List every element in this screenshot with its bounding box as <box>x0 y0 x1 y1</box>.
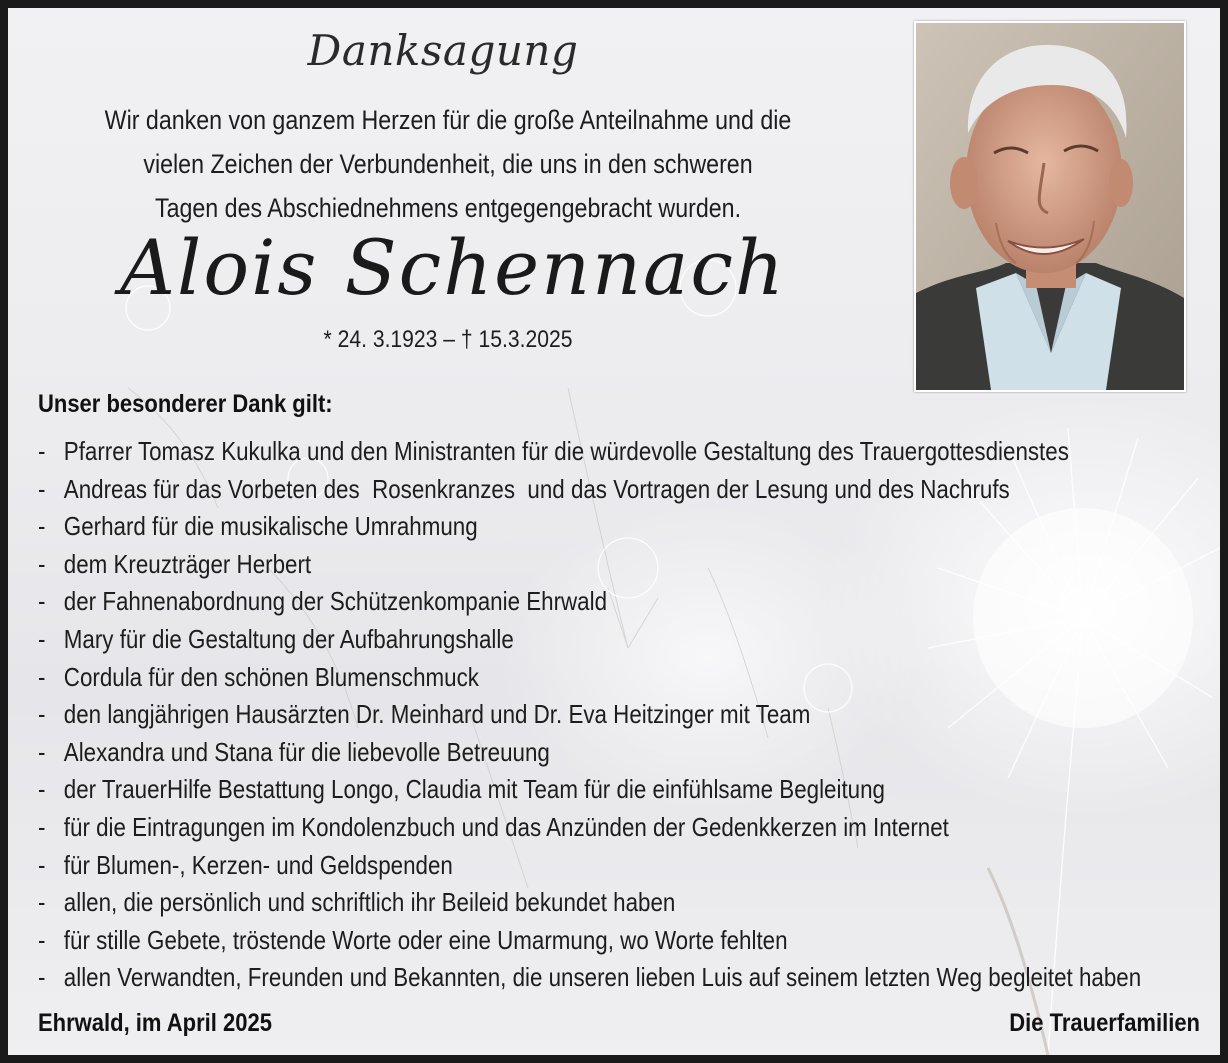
list-item-text: für die Eintragungen im Kondolenzbuch und das Anzünden der Gedenkkerzen im Internet <box>63 811 949 842</box>
bullet-dash: - <box>38 849 46 880</box>
bullet-dash: - <box>38 511 46 542</box>
signature: Die Trauerfamilien <box>1009 1009 1200 1037</box>
bullet-dash: - <box>38 586 46 617</box>
bullet-dash: - <box>38 623 46 654</box>
place-and-date: Ehrwald, im April 2025 <box>38 1009 272 1037</box>
list-item-text: Mary für die Gestaltung der Aufbahrungshalle <box>63 623 514 654</box>
list-item-text: der Fahnenabordnung der Schützenkompanie Ehrwald <box>63 586 608 617</box>
list-item-text: allen, die persönlich und schriftlich ihr Beileid bekundet haben <box>63 887 676 918</box>
life-dates: * 24. 3.1923 – † 15.3.2025 <box>323 326 573 353</box>
bullet-dash: - <box>38 699 46 730</box>
intro-line: vielen Zeichen der Verbundenheit, die uns in den schweren <box>143 149 753 179</box>
list-item <box>38 696 1173 734</box>
list-item-text: Alexandra und Stana für die liebevolle Betreuung <box>63 736 550 767</box>
thanks-list <box>38 433 1173 997</box>
bullet-dash: - <box>38 736 46 767</box>
portrait-illustration <box>916 23 1184 390</box>
bullet-dash: - <box>38 887 46 918</box>
list-item <box>38 508 1173 546</box>
intro-text <box>95 98 800 230</box>
bullet-dash: - <box>38 962 46 993</box>
bullet-dash: - <box>38 661 46 692</box>
special-thanks-heading: Unser besonderer Dank gilt: <box>38 390 333 418</box>
bullet-dash: - <box>38 924 46 955</box>
list-item-text: Pfarrer Tomasz Kukulka und den Ministranten für die würdevolle Gestaltung des Trauergottesdienstes <box>63 436 1069 466</box>
list-item <box>38 959 1173 997</box>
list-item-text: Cordula für den schönen Blumenschmuck <box>63 661 479 692</box>
list-item <box>38 734 1173 772</box>
bullet-dash: - <box>38 774 46 805</box>
list-item-text: der TrauerHilfe Bestattung Longo, Claudia mit Team für die einfühlsame Begleitung <box>63 774 885 805</box>
bullet-dash: - <box>38 473 46 504</box>
obituary-card <box>8 8 1220 1055</box>
list-item-text: für Blumen-, Kerzen- und Geldspenden <box>63 849 453 880</box>
bullet-dash: - <box>38 548 46 579</box>
thank-you-heading: Danksagung <box>307 26 579 75</box>
list-item-text: dem Kreuzträger Herbert <box>63 548 312 579</box>
list-item-text: Gerhard für die musikalische Umrahmung <box>63 511 478 542</box>
list-item <box>38 659 1173 697</box>
intro-line: Tagen des Abschiednehmens entgegengebracht wurden. <box>154 193 742 223</box>
list-item-text: allen Verwandten, Freunden und Bekannten, die unseren lieben Luis auf seinem letzten Weg begleitet haben <box>63 962 1142 993</box>
list-item <box>38 884 1173 922</box>
list-item <box>38 471 1173 509</box>
list-item <box>38 771 1173 809</box>
bullet-dash: - <box>38 811 46 842</box>
portrait-photo <box>914 21 1186 392</box>
list-item-text: den langjährigen Hausärzten Dr. Meinhard und Dr. Eva Heitzinger mit Team <box>63 699 811 730</box>
list-item-text: Andreas für das Vorbeten des Rosenkranzes und das Vortragen der Lesung und des Nachrufs <box>63 473 1010 504</box>
deceased-name: Alois Schennach <box>120 223 786 312</box>
list-item <box>38 809 1173 847</box>
list-item-text: für stille Gebete, tröstende Worte oder eine Umarmung, wo Worte fehlten <box>63 924 788 955</box>
list-item <box>38 433 1173 471</box>
list-item <box>38 621 1173 659</box>
list-item <box>38 922 1173 960</box>
intro-line: Wir danken von ganzem Herzen für die große Anteilnahme und die <box>104 105 792 135</box>
list-item <box>38 847 1173 885</box>
list-item <box>38 583 1173 621</box>
bullet-dash: - <box>38 436 46 466</box>
list-item <box>38 546 1173 584</box>
